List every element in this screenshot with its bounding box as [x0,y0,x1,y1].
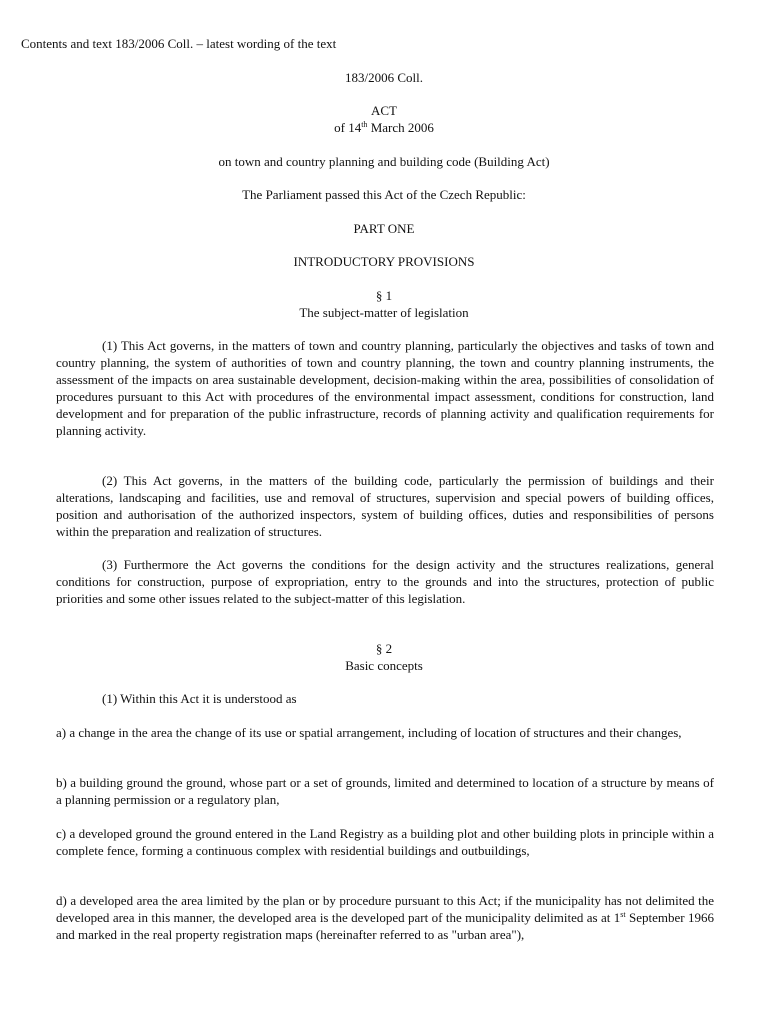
section-1-paragraph-1: (1) This Act governs, in the matters of town and country planning, particularly the objectives and tasks of town and country planning, the system of authorities of town and country planning, the town and country planning instruments, the assessment of the impacts on area sustainable development, decision-making within the area, possibilities of consolidation of procedures pursuant to this Act with procedures of the environmental impact assessment, conditions for construction, land development and for preparation of the public infrastructure, records of planning activity and qualification requirements for planning activity. [56,338,714,438]
section-2-intro: (1) Within this Act it is understood as [102,691,297,706]
section-2-number: § 2 [375,641,393,656]
part-heading: PART ONE [353,221,415,236]
part-subheading: INTRODUCTORY PROVISIONS [293,254,475,269]
section-1-paragraph-2: (2) This Act governs, in the matters of the building code, particularly the permission of buildings and their alterations, landscaping and facilities, use and removal of structures, supervision and special powers of building offices, position and authorisation of the authorized inspectors, system of building offices, duties and responsibilities of persons within the preparation and realization of structures. [56,473,714,539]
act-date-ordinal: th [361,120,368,129]
section-1-number: § 1 [375,288,393,303]
act-date [0,119,768,136]
section-1-title: The subject-matter of legislation [299,305,469,320]
definition-item-d-ordinal: st [620,910,626,919]
definition-item-d-text: d) a developed area the area limited by the plan or by procedure pursuant to this Act; if the municipality has not delimited the developed area in this manner, the developed area is the developed part of the municipality delimited as at 1 [56,893,714,925]
definition-item-c: c) a developed ground the ground entered in the Land Registry as a building plot and other building plots in principle within a complete fence, forming a continuous complex with residential buildings and outbuildings, [56,826,714,858]
act-label: ACT [371,103,397,118]
collection-number: 183/2006 Coll. [344,70,423,85]
definition-item-d [56,892,714,943]
act-date-prefix: of 14 [334,120,362,135]
document-header-line: Contents and text 183/2006 Coll. – latest wording of the text [21,36,337,51]
preamble: The Parliament passed this Act of the Czech Republic: [242,187,526,202]
act-title: on town and country planning and building code (Building Act) [218,154,550,169]
definition-item-d-continuation: September 1966 and marked in the real property registration maps (hereinafter referred to as "urban area"), [56,910,715,942]
definition-item-b: b) a building ground the ground, whose part or a set of grounds, limited and determined to location of a structure by means of a planning permission or a regulatory plan, [56,775,714,807]
act-date-suffix: March 2006 [367,120,434,135]
definition-item-a: a) a change in the area the change of its use or spatial arrangement, including of location of structures and their changes, [56,725,682,740]
section-1-paragraph-3: (3) Furthermore the Act governs the conditions for the design activity and the structures realizations, general conditions for construction, purpose of expropriation, entry to the grounds and into the structures, protection of public priorities and some other issues related to the subject-matter of this legislation. [56,557,714,606]
section-2-title: Basic concepts [345,658,423,673]
